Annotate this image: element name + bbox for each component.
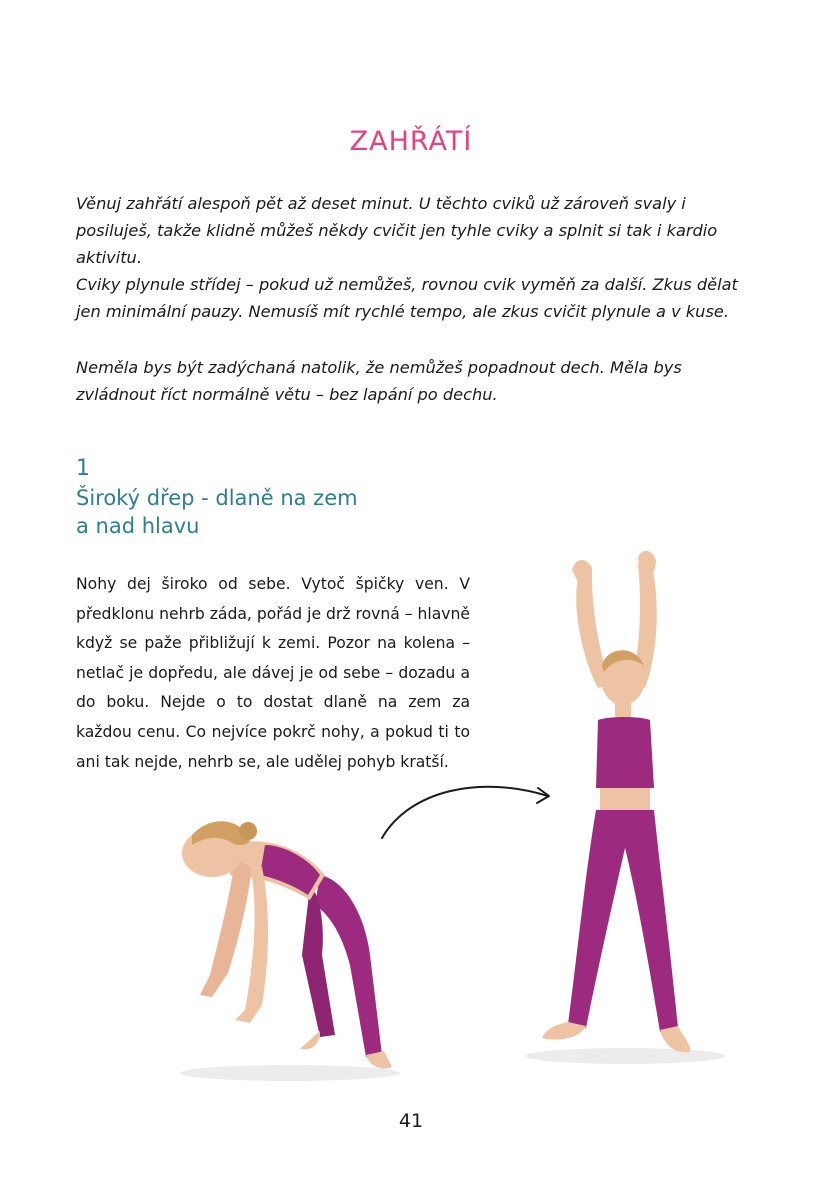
- intro-paragraph: Věnuj zahřátí alespoň pět až deset minut. U těchto cviků už zároveň svaly i posiluješ, takže klidně můžeš někdy cvičit jen tyhle cviky a splnit si tak i kardio aktivitu.: [76, 194, 718, 267]
- intro-paragraph: Neměla bys být zadýchaná natolik, že nemůžeš popadnout dech. Měla bys zvládnout říct normálně větu – bez lapání po dechu.: [76, 358, 682, 404]
- exercise-number: 1: [76, 456, 90, 481]
- exercise-description: Nohy dej široko od sebe. Vytoč špičky ven. V předklonu nehrb záda, pořád je drž rovná – hlavně když se paže přibližují k zemi. Pozor na kolena – netlač je dopředu, ale dávej je od sebe – dozadu a do boku. Nejde o to dostat dlaně na zem za každou cenu. Co nejvíce pokrč nohy, a pokud ti to ani tak nejde, nehrb se, ale udělej pohyb kratší.: [76, 575, 470, 771]
- standing-arms-up-pose-photo: [520, 548, 730, 1068]
- bent-over-pose-photo: [170, 805, 410, 1085]
- intro-paragraph: Cviky plynule střídej – pokud už nemůžeš, rovnou cvik vyměň za další. Zkus dělat jen minimální pauzy. Nemusíš mít rychlé tempo, ale zkus cvičit plynule a v kuse.: [76, 275, 738, 321]
- page-number: 41: [398, 1110, 424, 1132]
- exercise-title: [76, 484, 436, 540]
- exercise-title-line1: Široký dřep - dlaně na zem: [76, 486, 358, 510]
- page-title: ZAHŘÁTÍ: [349, 126, 473, 157]
- exercise-title-line2: a nad hlavu: [76, 514, 200, 538]
